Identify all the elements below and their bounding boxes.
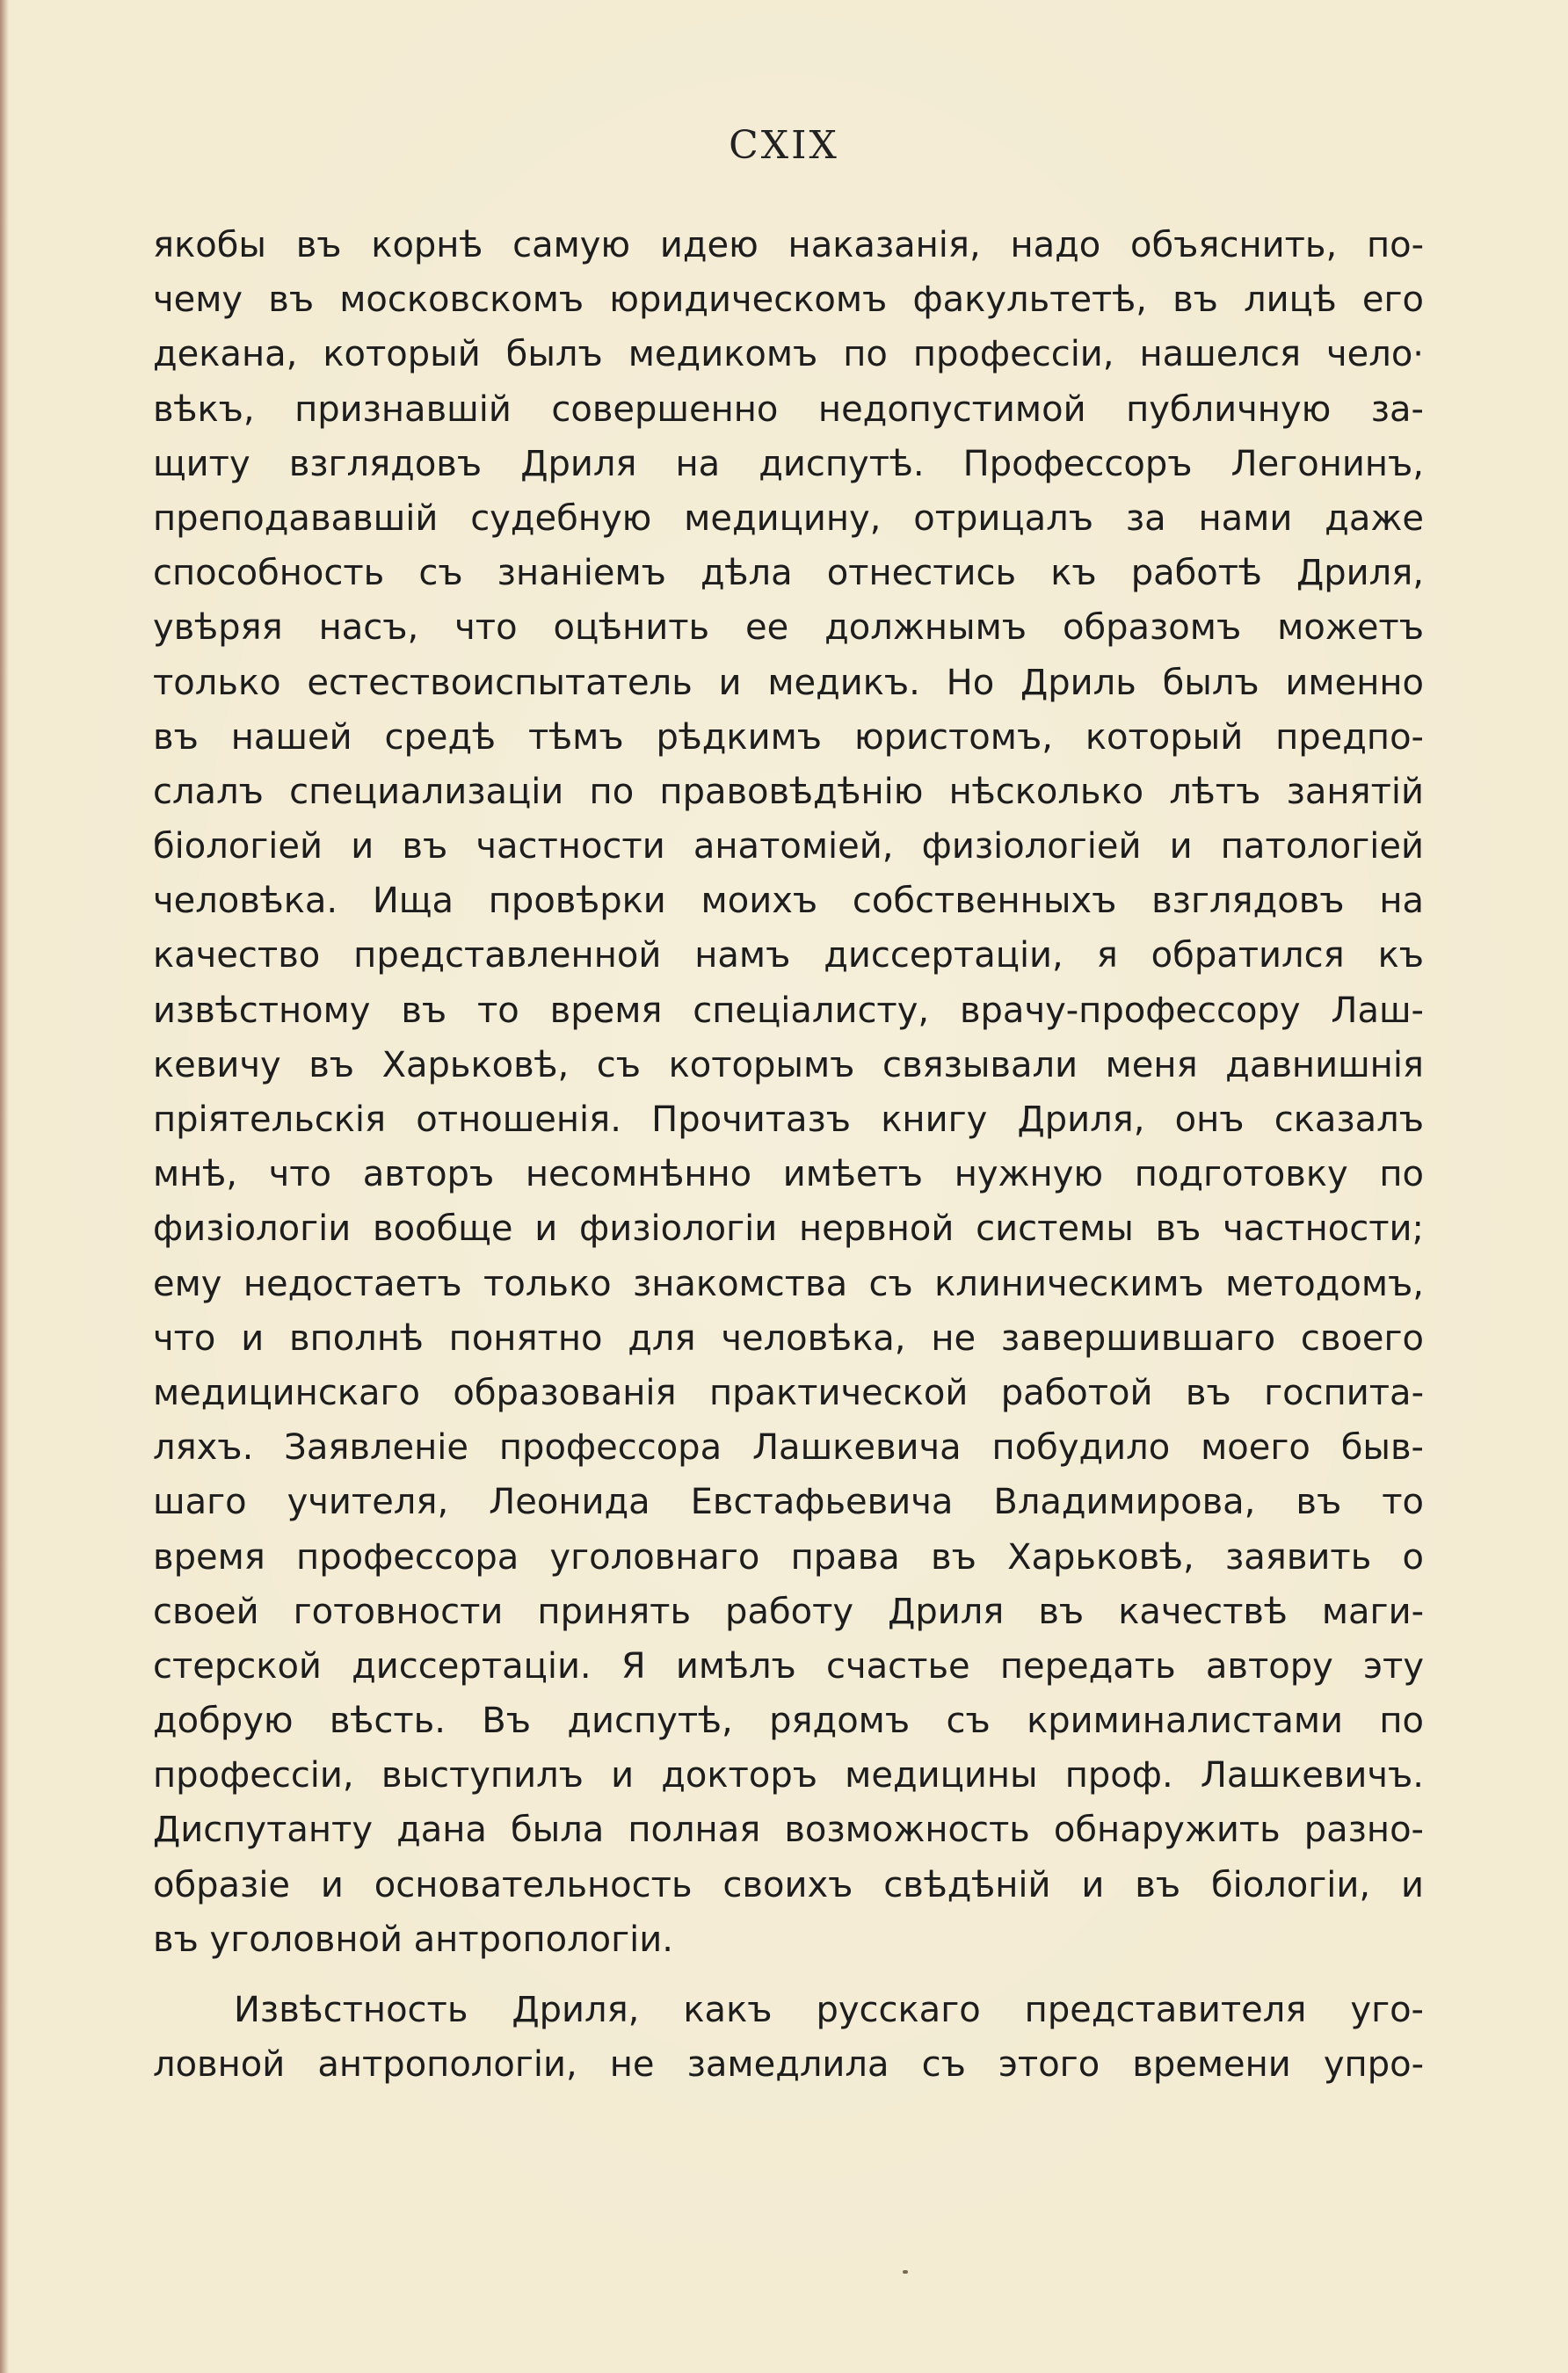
text-line: Извѣстность Дриля, какъ русскаго представителя уго-	[234, 1990, 1424, 2030]
text-line: увѣряя насъ, что оцѣнить ее должнымъ образомъ можетъ	[153, 607, 1424, 649]
text-line: мнѣ, что авторъ несомнѣнно имѣетъ нужную подготовку по	[153, 1154, 1424, 1195]
text-line: слалъ специализаціи по правовѣдѣнію нѣсколько лѣтъ занятій	[153, 771, 1424, 812]
text-line: только естествоиспытатель и медикъ. Но Дриль былъ именно	[153, 662, 1424, 703]
text-line: якобы въ корнѣ самую идею наказанія, надо объяснить, по-	[153, 225, 1424, 265]
text-line: способность съ знаніемъ дѣла отнестись къ работѣ Дриля,	[153, 553, 1424, 594]
text-line: добрую вѣсть. Въ диспутѣ, рядомъ съ криминалистами по	[153, 1701, 1424, 1742]
text-line: образіе и основательность своихъ свѣдѣній и въ біологіи, и	[153, 1864, 1424, 1905]
text-line: Диспутанту дана была полная возможность обнаружить разно-	[153, 1810, 1424, 1851]
text-line: ляхъ. Заявленіе профессора Лашкевича побудило моего быв-	[153, 1427, 1424, 1469]
text-line: чему въ московскомъ юридическомъ факультетѣ, въ лицѣ его	[153, 279, 1424, 321]
text-line: физіологіи вообще и физіологіи нервной системы въ частности;	[153, 1208, 1424, 1250]
page-number: CXIX	[729, 123, 839, 168]
paragraph-1	[153, 218, 1424, 1967]
text-line: въ уголовной антропологіи.	[153, 1919, 673, 1960]
text-line: профессіи, выступилъ и докторъ медицины проф. Лашкевичъ.	[153, 1755, 1424, 1796]
text-line: время профессора уголовнаго права въ Харьковѣ, заявить о	[153, 1536, 1424, 1578]
text-line: вѣкъ, признавшій совершенно недопустимой публичную за-	[153, 388, 1424, 430]
text-line: ловной антропологіи, не замедлила съ этого времени упро-	[153, 2044, 1424, 2086]
text-line: человѣка. Ища провѣрки моихъ собственныхъ взглядовъ на	[153, 881, 1424, 922]
text-line: кевичу въ Харьковѣ, съ которымъ связывали меня давнишнія	[153, 1044, 1424, 1085]
text-line: шаго учителя, Леонида Евстафьевича Владимирова, въ то	[153, 1482, 1424, 1523]
text-line: своей готовности принять работу Дриля въ качествѣ маги-	[153, 1591, 1424, 1632]
text-line: пріятельскія отношенія. Прочитазъ книгу Дриля, онъ сказалъ	[153, 1099, 1424, 1140]
text-line: качество представленной намъ диссертаціи, я обратился къ	[153, 935, 1424, 976]
print-speck	[903, 2270, 908, 2274]
paragraph-2	[153, 1983, 1424, 2092]
body-text	[153, 218, 1424, 2092]
text-line: что и вполнѣ понятно для человѣка, не завершившаго своего	[153, 1317, 1424, 1359]
text-line: ему недостаетъ только знакомства съ клиническимъ методомъ,	[153, 1263, 1424, 1304]
text-line: извѣстному въ то время спеціалисту, врачу-профессору Лаш-	[153, 990, 1424, 1031]
text-line: преподававшій судебную медицину, отрицалъ за нами даже	[153, 497, 1424, 539]
text-line: въ нашей средѣ тѣмъ рѣдкимъ юристомъ, который предпо-	[153, 716, 1424, 758]
text-line: стерской диссертаціи. Я имѣлъ счастье передать автору эту	[153, 1645, 1424, 1687]
text-line: декана, который былъ медикомъ по профессіи, нашелся чело·	[153, 334, 1424, 375]
page-edge-shadow	[0, 0, 9, 2373]
text-line: медицинскаго образованія практической работой въ госпита-	[153, 1372, 1424, 1413]
paragraph-gap	[153, 1967, 1424, 1983]
text-line: біологіей и въ частности анатоміей, физіологіей и патологіей	[153, 826, 1424, 867]
text-line: щиту взглядовъ Дриля на диспутѣ. Профессоръ Легонинъ,	[153, 443, 1424, 484]
